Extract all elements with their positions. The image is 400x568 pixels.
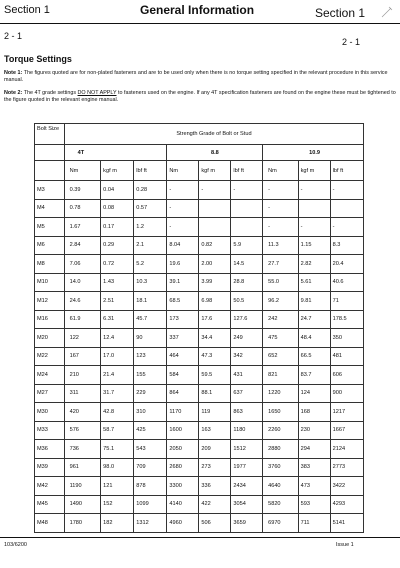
table-cell: 39.1 — [167, 273, 199, 292]
footer-divider — [0, 537, 400, 538]
table-cell: 5820 — [266, 495, 298, 514]
note-2 — [4, 90, 396, 104]
table-row — [35, 273, 364, 292]
table-cell: 242 — [266, 310, 298, 329]
table-cell: 0.28 — [134, 181, 167, 200]
table-cell: 2124 — [330, 440, 363, 459]
table-cell: 27.7 — [266, 255, 298, 274]
note-2-text-before: The 4T grade settings — [23, 90, 78, 96]
table-cell: - — [298, 218, 330, 237]
table-cell: 652 — [266, 347, 298, 366]
page-number-left: 2 - 1 — [4, 31, 23, 41]
section-label-left: Section 1 — [4, 4, 50, 16]
table-cell — [231, 218, 263, 237]
table-cell: 709 — [134, 458, 167, 477]
table-cell: - — [330, 181, 363, 200]
unit-header: lbf ft — [330, 161, 363, 181]
table-cell: 12.4 — [101, 329, 134, 348]
table-cell: 17.0 — [101, 347, 134, 366]
table-row — [35, 218, 364, 237]
table-row — [35, 181, 364, 200]
table-cell: 45.7 — [134, 310, 167, 329]
table-cell: 4960 — [167, 514, 199, 533]
table-cell: 337 — [167, 329, 199, 348]
table-cell: 350 — [330, 329, 363, 348]
table-cell: 90 — [134, 329, 167, 348]
table-cell: 2880 — [266, 440, 298, 459]
torque-table — [34, 123, 364, 533]
table-cell: 98.0 — [101, 458, 134, 477]
table-cell: 464 — [167, 347, 199, 366]
table-cell: 1977 — [231, 458, 263, 477]
table-cell: 5.9 — [231, 236, 263, 255]
table-cell: 6970 — [266, 514, 298, 533]
note-1 — [4, 70, 396, 84]
unit-header: Nm — [266, 161, 298, 181]
table-cell: 24.6 — [68, 292, 101, 311]
table-cell: 1190 — [68, 477, 101, 496]
table-cell: 1.67 — [68, 218, 101, 237]
table-row — [35, 458, 364, 477]
table-cell: 1.43 — [101, 273, 134, 292]
table-cell: 11.3 — [266, 236, 298, 255]
table-cell: 383 — [298, 458, 330, 477]
table-cell: M33 — [35, 421, 65, 440]
table-cell: 34.4 — [199, 329, 231, 348]
table-cell: 863 — [231, 403, 263, 422]
section-label-right: Section 1 — [315, 6, 366, 20]
grade-8-8-header: 8.8 — [167, 145, 263, 161]
table-cell: 584 — [167, 366, 199, 385]
table-cell: 5.2 — [134, 255, 167, 274]
unit-header: Nm — [167, 161, 199, 181]
table-cell: 711 — [298, 514, 330, 533]
table-cell: 75.1 — [101, 440, 134, 459]
table-cell: 576 — [68, 421, 101, 440]
table-cell — [330, 199, 363, 218]
table-cell: 0.72 — [101, 255, 134, 274]
table-cell: 121 — [101, 477, 134, 496]
table-cell: 249 — [231, 329, 263, 348]
table-row — [35, 403, 364, 422]
table-cell: - — [266, 181, 298, 200]
table-cell: 5141 — [330, 514, 363, 533]
bolt-size-spacer — [35, 145, 65, 161]
table-cell: 1.15 — [298, 236, 330, 255]
table-row — [35, 310, 364, 329]
table-cell: 1312 — [134, 514, 167, 533]
table-row — [35, 366, 364, 385]
table-cell — [231, 199, 263, 218]
table-cell: 311 — [68, 384, 101, 403]
table-cell: 0.39 — [68, 181, 101, 200]
table-row — [35, 329, 364, 348]
table-cell: 3422 — [330, 477, 363, 496]
table-cell: 1600 — [167, 421, 199, 440]
table-cell: M27 — [35, 384, 65, 403]
table-cell: 8.04 — [167, 236, 199, 255]
table-cell: 83.7 — [298, 366, 330, 385]
table-cell: 1220 — [266, 384, 298, 403]
units-spacer — [35, 161, 65, 181]
table-cell — [298, 199, 330, 218]
torque-table-body — [35, 181, 364, 533]
table-cell: 31.7 — [101, 384, 134, 403]
table-cell: 2260 — [266, 421, 298, 440]
table-cell: 2680 — [167, 458, 199, 477]
table-cell: 28.8 — [231, 273, 263, 292]
table-cell: M12 — [35, 292, 65, 311]
table-cell: 7.06 — [68, 255, 101, 274]
table-cell: 0.08 — [101, 199, 134, 218]
table-cell: 178.5 — [330, 310, 363, 329]
section-title: Torque Settings — [4, 54, 72, 64]
table-cell: M4 — [35, 199, 65, 218]
unit-header: lbf ft — [134, 161, 167, 181]
table-row — [35, 495, 364, 514]
table-cell: 4640 — [266, 477, 298, 496]
table-cell: M30 — [35, 403, 65, 422]
table-cell: 155 — [134, 366, 167, 385]
table-cell: 336 — [199, 477, 231, 496]
table-cell: 24.7 — [298, 310, 330, 329]
note-2-emphasis: DO NOT APPLY — [77, 90, 117, 96]
table-cell: M45 — [35, 495, 65, 514]
table-cell: 294 — [298, 440, 330, 459]
table-cell: 2434 — [231, 477, 263, 496]
table-cell: M3 — [35, 181, 65, 200]
table-cell: 173 — [167, 310, 199, 329]
table-cell: 163 — [199, 421, 231, 440]
unit-header: kgf m — [199, 161, 231, 181]
table-cell: - — [167, 181, 199, 200]
table-cell: - — [167, 218, 199, 237]
table-cell: 310 — [134, 403, 167, 422]
table-cell: 2.1 — [134, 236, 167, 255]
table-cell: M6 — [35, 236, 65, 255]
table-cell: 2.51 — [101, 292, 134, 311]
table-cell: 230 — [298, 421, 330, 440]
table-cell: - — [199, 181, 231, 200]
table-cell: 58.7 — [101, 421, 134, 440]
table-cell: M5 — [35, 218, 65, 237]
table-cell — [199, 199, 231, 218]
table-cell: 273 — [199, 458, 231, 477]
table-cell: 878 — [134, 477, 167, 496]
table-cell: M48 — [35, 514, 65, 533]
table-cell: - — [266, 199, 298, 218]
table-cell: 420 — [68, 403, 101, 422]
table-cell: 61.9 — [68, 310, 101, 329]
table-cell: 71 — [330, 292, 363, 311]
table-cell: 6.31 — [101, 310, 134, 329]
table-cell: 342 — [231, 347, 263, 366]
table-cell: 0.78 — [68, 199, 101, 218]
table-cell: 152 — [101, 495, 134, 514]
document-number: 103/6200 — [4, 542, 27, 548]
note-2-text-after: to fasteners used on the engine. If any 4T specification fasteners are found on the engine these must be tightened to the figure quoted in the relevant engine manual. — [4, 90, 396, 104]
table-cell: 4140 — [167, 495, 199, 514]
table-cell: 593 — [298, 495, 330, 514]
note-1-label: Note 1: — [4, 70, 23, 76]
table-cell: - — [266, 218, 298, 237]
table-cell: 422 — [199, 495, 231, 514]
table-cell: 506 — [199, 514, 231, 533]
table-cell: 0.57 — [134, 199, 167, 218]
table-row — [35, 199, 364, 218]
strength-grade-header: Strength Grade of Bolt or Stud — [64, 124, 363, 145]
table-cell: 425 — [134, 421, 167, 440]
table-cell: 48.4 — [298, 329, 330, 348]
grade-4t-header: 4T — [68, 145, 167, 161]
page-number-right: 2 - 1 — [342, 37, 361, 47]
table-cell: - — [231, 181, 263, 200]
table-cell: M42 — [35, 477, 65, 496]
table-cell: 1099 — [134, 495, 167, 514]
table-cell: 481 — [330, 347, 363, 366]
table-cell: 2.82 — [298, 255, 330, 274]
table-cell: - — [298, 181, 330, 200]
table-cell: 10.3 — [134, 273, 167, 292]
table-cell: 68.5 — [167, 292, 199, 311]
table-cell: 3659 — [231, 514, 263, 533]
table-cell: 96.2 — [266, 292, 298, 311]
table-row — [35, 514, 364, 533]
table-cell: 475 — [266, 329, 298, 348]
table-cell: 14.5 — [231, 255, 263, 274]
table-cell: 210 — [68, 366, 101, 385]
table-cell: 66.5 — [298, 347, 330, 366]
table-cell: M10 — [35, 273, 65, 292]
note-1-text: The figures quoted are for non-plated fasteners and are to be used only when there is no torque setting specified in the relevant procedure in this service manual. — [4, 70, 388, 84]
unit-header: kgf m — [298, 161, 330, 181]
table-cell: 1.2 — [134, 218, 167, 237]
table-cell: M36 — [35, 440, 65, 459]
table-cell: 2773 — [330, 458, 363, 477]
table-cell: 2.00 — [199, 255, 231, 274]
table-cell: 473 — [298, 477, 330, 496]
table-cell: 127.6 — [231, 310, 263, 329]
table-cell: 4293 — [330, 495, 363, 514]
table-cell: 3300 — [167, 477, 199, 496]
table-cell: 1217 — [330, 403, 363, 422]
table-cell: 1170 — [167, 403, 199, 422]
table-cell: 1667 — [330, 421, 363, 440]
table-cell — [199, 218, 231, 237]
table-cell: 50.5 — [231, 292, 263, 311]
table-cell: 8.3 — [330, 236, 363, 255]
table-cell: M22 — [35, 347, 65, 366]
table-row — [35, 255, 364, 274]
table-cell: 40.6 — [330, 273, 363, 292]
table-row — [35, 440, 364, 459]
table-cell: 3054 — [231, 495, 263, 514]
table-cell: 1512 — [231, 440, 263, 459]
table-cell: 182 — [101, 514, 134, 533]
table-cell: 864 — [167, 384, 199, 403]
table-cell: 209 — [199, 440, 231, 459]
table-row — [35, 236, 364, 255]
table-cell: 606 — [330, 366, 363, 385]
unit-header: lbf ft — [231, 161, 263, 181]
table-cell: 431 — [231, 366, 263, 385]
table-cell: 88.1 — [199, 384, 231, 403]
table-cell: 17.6 — [199, 310, 231, 329]
table-cell: 3760 — [266, 458, 298, 477]
table-cell: 0.04 — [101, 181, 134, 200]
table-cell: 0.29 — [101, 236, 134, 255]
table-cell: 21.4 — [101, 366, 134, 385]
table-cell: 736 — [68, 440, 101, 459]
table-cell: 543 — [134, 440, 167, 459]
table-cell: 821 — [266, 366, 298, 385]
table-cell: 0.17 — [101, 218, 134, 237]
table-cell: 59.5 — [199, 366, 231, 385]
page-title: General Information — [140, 3, 255, 17]
table-row — [35, 421, 364, 440]
table-cell: 5.61 — [298, 273, 330, 292]
grade-10-9-header: 10.9 — [266, 145, 363, 161]
header-divider — [0, 23, 400, 24]
table-cell: 55.0 — [266, 273, 298, 292]
table-cell: 1180 — [231, 421, 263, 440]
table-cell: 124 — [298, 384, 330, 403]
table-cell: 14.0 — [68, 273, 101, 292]
unit-header: kgf m — [101, 161, 134, 181]
table-cell: 123 — [134, 347, 167, 366]
table-cell: - — [330, 218, 363, 237]
table-row — [35, 384, 364, 403]
table-cell: 229 — [134, 384, 167, 403]
issue-label: Issue 1 — [336, 542, 354, 548]
table-cell: 3.99 — [199, 273, 231, 292]
table-row — [35, 477, 364, 496]
pen-mark-icon — [380, 5, 394, 19]
table-cell: 42.8 — [101, 403, 134, 422]
table-cell: 18.1 — [134, 292, 167, 311]
table-row — [35, 347, 364, 366]
table-cell: 20.4 — [330, 255, 363, 274]
unit-header: Nm — [68, 161, 101, 181]
table-cell: M8 — [35, 255, 65, 274]
table-cell: 1650 — [266, 403, 298, 422]
table-cell: 122 — [68, 329, 101, 348]
table-cell: 6.98 — [199, 292, 231, 311]
bolt-size-header: Bolt Size — [35, 124, 65, 145]
table-cell: 168 — [298, 403, 330, 422]
table-cell: M20 — [35, 329, 65, 348]
table-row — [35, 292, 364, 311]
table-cell: M24 — [35, 366, 65, 385]
table-cell: 47.3 — [199, 347, 231, 366]
table-cell: 9.81 — [298, 292, 330, 311]
table-cell: 900 — [330, 384, 363, 403]
table-cell: 1780 — [68, 514, 101, 533]
table-cell: 19.6 — [167, 255, 199, 274]
table-cell: 119 — [199, 403, 231, 422]
table-cell: 1490 — [68, 495, 101, 514]
table-cell: M16 — [35, 310, 65, 329]
table-cell: 167 — [68, 347, 101, 366]
note-2-label: Note 2: — [4, 90, 23, 96]
table-cell: 0.82 — [199, 236, 231, 255]
table-cell: M39 — [35, 458, 65, 477]
table-cell: - — [167, 199, 199, 218]
table-cell: 637 — [231, 384, 263, 403]
table-cell: 961 — [68, 458, 101, 477]
table-cell: 2.84 — [68, 236, 101, 255]
table-cell: 2050 — [167, 440, 199, 459]
